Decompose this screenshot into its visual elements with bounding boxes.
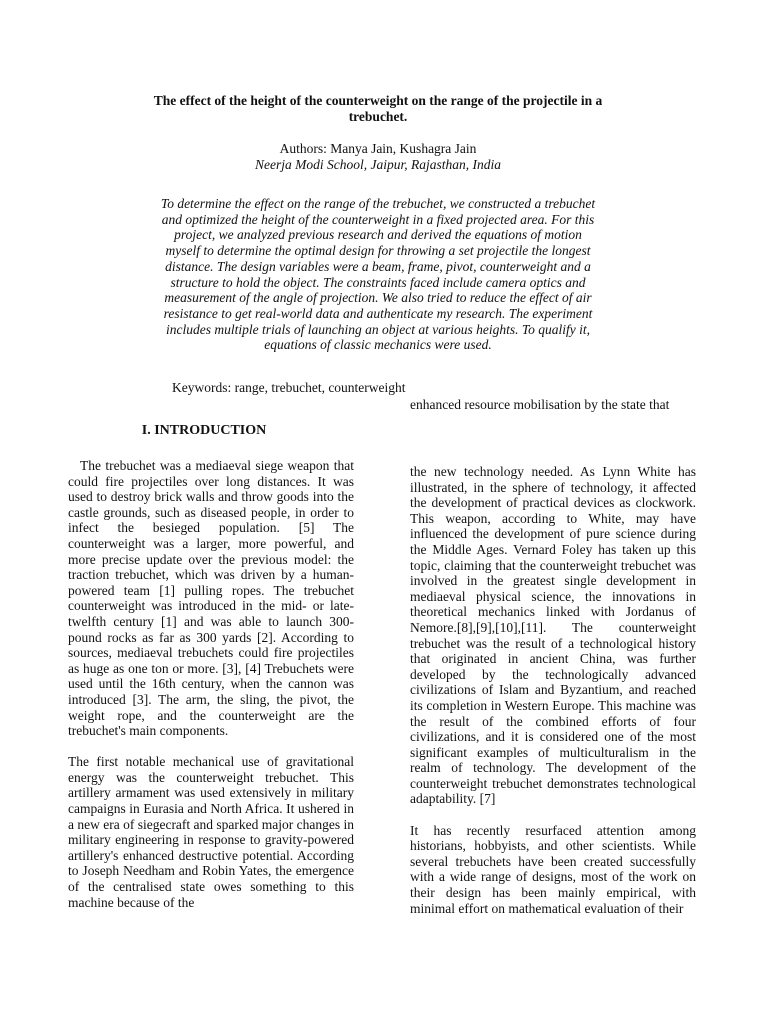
intro-paragraph-1: The trebuchet was a mediaeval siege weapon that could fire projectiles over long distances. It was used to destroy brick walls and throw goods into the castle grounds, such as diseased people, in order to infect the besieged population. [5] The counterweight was a larger, more powerful, and more precise update over the previous model: the traction trebuchet, which was driven by a human-powered team [1] pulling ropes. The trebuchet counterweight was introduced in the mid- or late-twelfth century [1] and was able to launch 300-pound rocks as far as 300 yards [2]. According to sources, mediaeval trebuchets could fire projectiles as huge as one ton or more. [3], [4] Trebuchets were used until the 16th century, when the cannon was introduced [3]. The arm, the sling, the pivot, the weight rope, and the counterweight are the trebuchet's main components.: [68, 458, 354, 739]
right-column: [410, 464, 696, 916]
paper-title: The effect of the height of the counterweight on the range of the projectile in a trebuchet.: [153, 93, 603, 124]
intro-paragraph-3: the new technology needed. As Lynn White has illustrated, in the sphere of technology, it affected the development of practical devices as clockwork. This weapon, according to White, may have influenced the development of pure science during the Middle Ages. Vernard Foley has taken up this topic, claiming that the counterweight trebuchet was involved in the greatest single development in mediaeval physical science, the innovations in theoretical mechanics linked with Jordanus of Nemore.[8],[9],[10],[11]. The counterweight trebuchet was the result of a technological history that originated in ancient China, was further developed by the technologically advanced civilizations of Islam and Byzantium, and reached its completion in Western Europe. This machine was the result of the combined efforts of four civilizations, and it is considered one of the most significant examples of multiculturalism in the realm of technology. The development of the counterweight trebuchet demonstrates technological adaptability. [7]: [410, 464, 696, 807]
intro-paragraph-4: It has recently resurfaced attention among historians, hobbyists, and other scientists. While several trebuchets have been created successfully with a wide range of designs, most of the work on their design has been mainly empirical, with minimal effort on mathematical evaluation of their: [410, 822, 696, 916]
intro-paragraph-2: The first notable mechanical use of gravitational energy was the counterweight trebuchet. This artillery armament was used extensively in military campaigns in Eurasia and North Africa. It ushered in a new era of siegecraft and sparked major changes in military engineering in response to gravity-powered artillery's enhanced destructive potential. According to Joseph Needham and Robin Yates, the emergence of the centralised state owes something to this machine because of the: [68, 754, 354, 910]
authors-line: Authors: Manya Jain, Kushagra Jain: [279, 141, 477, 156]
affiliation-line: Neerja Modi School, Jaipur, Rajasthan, India: [255, 157, 501, 172]
abstract: To determine the effect on the range of the trebuchet, we constructed a trebuchet and optimized the height of the counterweight in a fixed projected area. For this project, we analyzed previous research and derived the equations of motion myself to determine the optimal design for throwing a set projectile the longest distance. The design variables were a beam, frame, pivot, counterweight and a structure to hold the object. The constraints faced include camera optics and measurement of the angle of projection. We also tried to reduce the effect of air resistance to get real-world data and authenticate my research. The experiment includes multiple trials of launching an object at various heights. To qualify it, equations of classic mechanics were used.: [160, 196, 596, 353]
left-column: [68, 458, 354, 910]
stray-text-line: enhanced resource mobilisation by the state that: [410, 397, 670, 412]
section-heading-introduction: I. INTRODUCTION: [141, 423, 267, 438]
keywords-line: Keywords: range, trebuchet, counterweight: [172, 380, 406, 395]
